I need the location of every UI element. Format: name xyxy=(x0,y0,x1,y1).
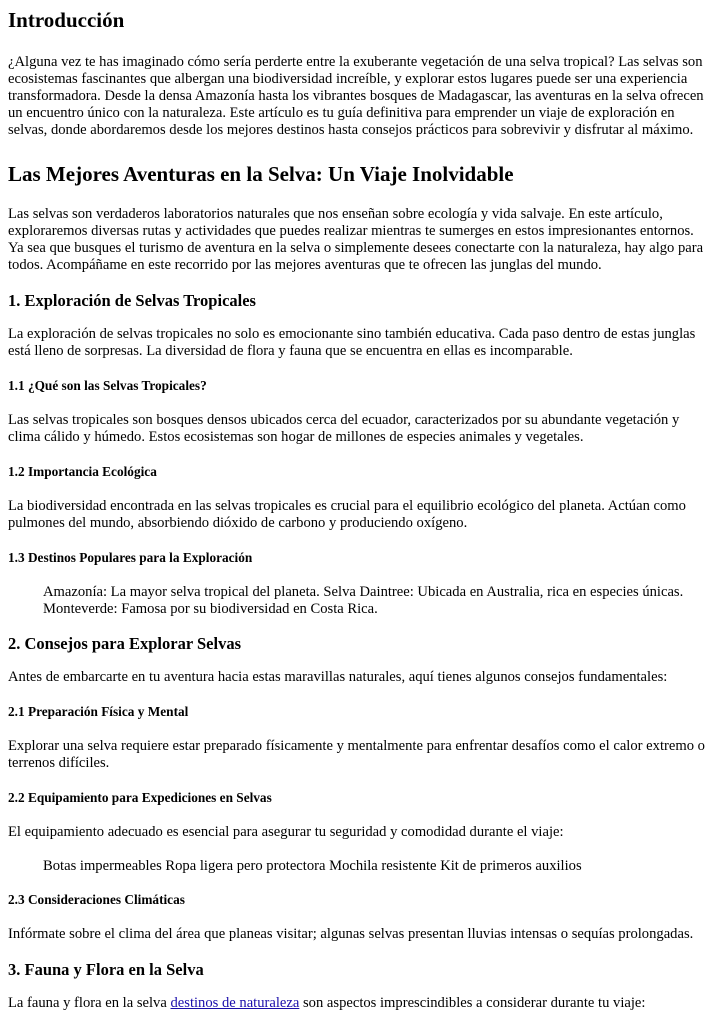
section-1-heading: 1. Exploración de Selvas Tropicales xyxy=(8,291,256,310)
list-item: Amazonía: La mayor selva tropical del planeta. xyxy=(43,584,320,600)
main-heading: Las Mejores Aventuras en la Selva: Un Viaje Inolvidable xyxy=(8,162,514,186)
section-2-1-paragraph: Explorar una selva requiere estar preparado físicamente y mentalmente para enfrentar desafíos como el calor extremo o terrenos difíciles. xyxy=(8,738,705,771)
section-1-3-heading: 1.3 Destinos Populares para la Exploración xyxy=(8,550,253,565)
section-2-paragraph: Antes de embarcarte en tu aventura hacia estas maravillas naturales, aquí tienes algunos consejos fundamentales: xyxy=(8,669,668,685)
section-3-text-before: La fauna y flora en la selva xyxy=(8,995,171,1011)
section-3-paragraph xyxy=(8,995,712,1012)
section-1-2-paragraph: La biodiversidad encontrada en las selvas tropicales es crucial para el equilibrio ecológico del planeta. Actúan como pulmones del mundo, absorbiendo dióxido de carbono y produciendo oxígeno. xyxy=(8,498,686,531)
equipment-list xyxy=(8,858,712,875)
destinations-list xyxy=(8,584,712,618)
section-2-1-heading: 2.1 Preparación Física y Mental xyxy=(8,704,189,719)
main-paragraph: Las selvas son verdaderos laboratorios naturales que nos enseñan sobre ecología y vida salvaje. En este artículo, exploraremos diversas rutas y actividades que puedes realizar mientras te sumerges en estos impresionantes entornos. Ya sea que busques el turismo de aventura en la selva o simplemente desees conectarte con la naturaleza, hay algo para todos. Acompáñame en este recorrido por las mejores aventuras que te ofrecen las junglas del mundo. xyxy=(8,206,704,273)
section-3-heading: 3. Fauna y Flora en la Selva xyxy=(8,960,204,979)
section-2-heading: 2. Consejos para Explorar Selvas xyxy=(8,634,241,653)
section-1-paragraph: La exploración de selvas tropicales no solo es emocionante sino también educativa. Cada paso dentro de estas junglas está lleno de sorpresas. La diversidad de flora y fauna que se encuentra en ellas es incomparable. xyxy=(8,326,696,359)
list-item: Mochila resistente xyxy=(329,858,437,874)
section-2-3-heading: 2.3 Consideraciones Climáticas xyxy=(8,892,185,907)
section-1-1-heading: 1.1 ¿Qué son las Selvas Tropicales? xyxy=(8,378,207,393)
list-item: Selva Daintree: Ubicada en Australia, rica en especies únicas. xyxy=(323,584,684,600)
section-1-2-heading: 1.2 Importancia Ecológica xyxy=(8,464,157,479)
section-2-3-paragraph: Infórmate sobre el clima del área que planeas visitar; algunas selvas presentan lluvias intensas o sequías prolongadas. xyxy=(8,926,694,942)
list-item: Monteverde: Famosa por su biodiversidad en Costa Rica. xyxy=(43,601,378,617)
section-2-2-paragraph: El equipamiento adecuado es esencial para asegurar tu seguridad y comodidad durante el viaje: xyxy=(8,824,564,840)
list-item: Kit de primeros auxilios xyxy=(440,858,582,874)
article xyxy=(0,7,720,1012)
nature-destinations-link[interactable]: destinos de naturaleza xyxy=(170,995,300,1011)
section-1-1-paragraph: Las selvas tropicales son bosques densos ubicados cerca del ecuador, caracterizados por su abundante vegetación y clima cálido y húmedo. Estos ecosistemas son hogar de millones de especies animales y vegetales. xyxy=(8,412,680,445)
list-item: Botas impermeables xyxy=(43,858,162,874)
section-2-2-heading: 2.2 Equipamiento para Expediciones en Selvas xyxy=(8,790,272,805)
intro-heading: Introducción xyxy=(8,8,125,32)
list-item: Ropa ligera pero protectora xyxy=(165,858,326,874)
section-3-text-after: son aspectos imprescindibles a considerar durante tu viaje: xyxy=(299,995,646,1011)
intro-paragraph: ¿Alguna vez te has imaginado cómo sería perderte entre la exuberante vegetación de una selva tropical? Las selvas son ecosistemas fascinantes que albergan una biodiversidad increíble, y explorar estos lugares puede ser una experiencia transformadora. Desde la densa Amazonía hasta los vibrantes bosques de Madagascar, las aventuras en la selva ofrecen un encuentro único con la naturaleza. Este artículo es tu guía definitiva para emprender un viaje de exploración en selvas, donde abordaremos desde los mejores destinos hasta consejos prácticos para sobrevivir y disfrutar al máximo. xyxy=(8,54,704,138)
